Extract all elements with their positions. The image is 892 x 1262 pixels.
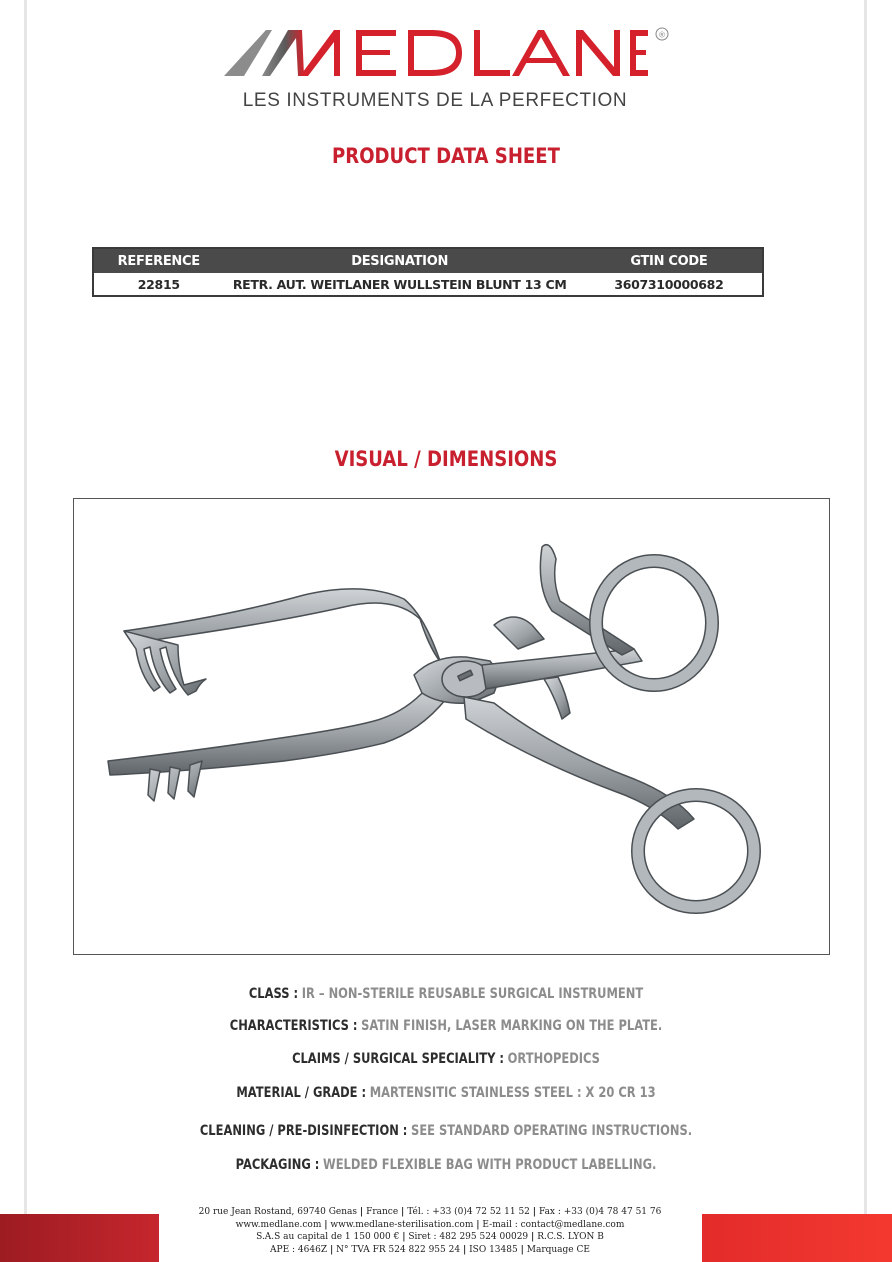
- header-reference: REFERENCE: [93, 248, 224, 273]
- spec-label: PACKAGING :: [235, 1157, 320, 1173]
- email-link[interactable]: E-mail : contact@medlane.com: [482, 1219, 625, 1230]
- spec-value: MARTENSITIC STAINLESS STEEL : X 20 CR 13: [369, 1085, 656, 1101]
- spec-label: CLEANING / PRE-DISINFECTION :: [199, 1123, 408, 1139]
- footer-web-line: www.medlane.com | www.medlane-sterilisation.com | E-mail : contact@medlane.com: [235, 1219, 625, 1230]
- footer-contact: [0, 1206, 860, 1256]
- footer-company-line: S.A.S au capital de 1 150 000 € | Siret : 482 295 524 00029 | R.C.S. LYON B: [256, 1232, 604, 1242]
- spec-value: IR – NON-STERILE REUSABLE SURGICAL INSTRUMENT: [301, 986, 644, 1002]
- spec-value: SATIN FINISH, LASER MARKING ON THE PLATE.: [361, 1018, 663, 1034]
- reference-table: [92, 247, 764, 297]
- product-image-frame: [73, 498, 830, 955]
- right-margin-rule: [864, 0, 867, 1215]
- spec-characteristics: [80, 1018, 811, 1034]
- product-sheet-title: PRODUCT DATA SHEET: [332, 144, 560, 168]
- header-gtin-code: GTIN CODE: [576, 248, 763, 273]
- spec-material: [80, 1085, 811, 1101]
- header-designation: DESIGNATION: [224, 248, 576, 273]
- spec-claims: [80, 1051, 811, 1067]
- table-row: [93, 273, 763, 296]
- brand-tagline: LES INSTRUMENTS DE LA PERFECTION: [242, 90, 628, 111]
- website-link[interactable]: www.medlane.com: [235, 1219, 322, 1230]
- retractor-illustration: [74, 499, 831, 956]
- cell-designation: RETR. AUT. WEITLANER WULLSTEIN BLUNT 13 CM: [232, 276, 567, 292]
- cell-reference: 22815: [137, 276, 180, 292]
- table-header-row: [93, 248, 763, 273]
- spec-packaging: [80, 1157, 811, 1173]
- cell-gtin-code: 3607310000682: [614, 276, 724, 292]
- sterilisation-website-link[interactable]: www.medlane-sterilisation.com: [330, 1219, 474, 1230]
- spec-value: WELDED FLEXIBLE BAG WITH PRODUCT LABELLING.: [323, 1157, 657, 1173]
- spec-label: CHARACTERISTICS :: [229, 1018, 358, 1034]
- spec-label: CLASS :: [248, 986, 299, 1002]
- left-margin-rule: [24, 0, 27, 1215]
- spec-cleaning: [80, 1123, 811, 1139]
- visual-dimensions-title: VISUAL / DIMENSIONS: [334, 447, 558, 471]
- spec-value: ORTHOPEDICS: [507, 1051, 600, 1067]
- spec-label: CLAIMS / SURGICAL SPECIALITY :: [292, 1051, 505, 1067]
- spec-value: SEE STANDARD OPERATING INSTRUCTIONS.: [411, 1123, 693, 1139]
- footer-address-line: 20 rue Jean Rostand, 69740 Genas | France | Tél. : +33 (0)4 72 52 11 52 | Fax : +33 (0)4 78 47 51 76: [198, 1207, 662, 1217]
- spec-label: MATERIAL / GRADE :: [236, 1085, 367, 1101]
- footer-registration-line: APE : 4646Z | N° TVA FR 524 822 955 24 | ISO 13485 | Marquage CE: [270, 1244, 590, 1255]
- spec-class: [80, 986, 811, 1002]
- registered-mark: ®: [659, 30, 665, 40]
